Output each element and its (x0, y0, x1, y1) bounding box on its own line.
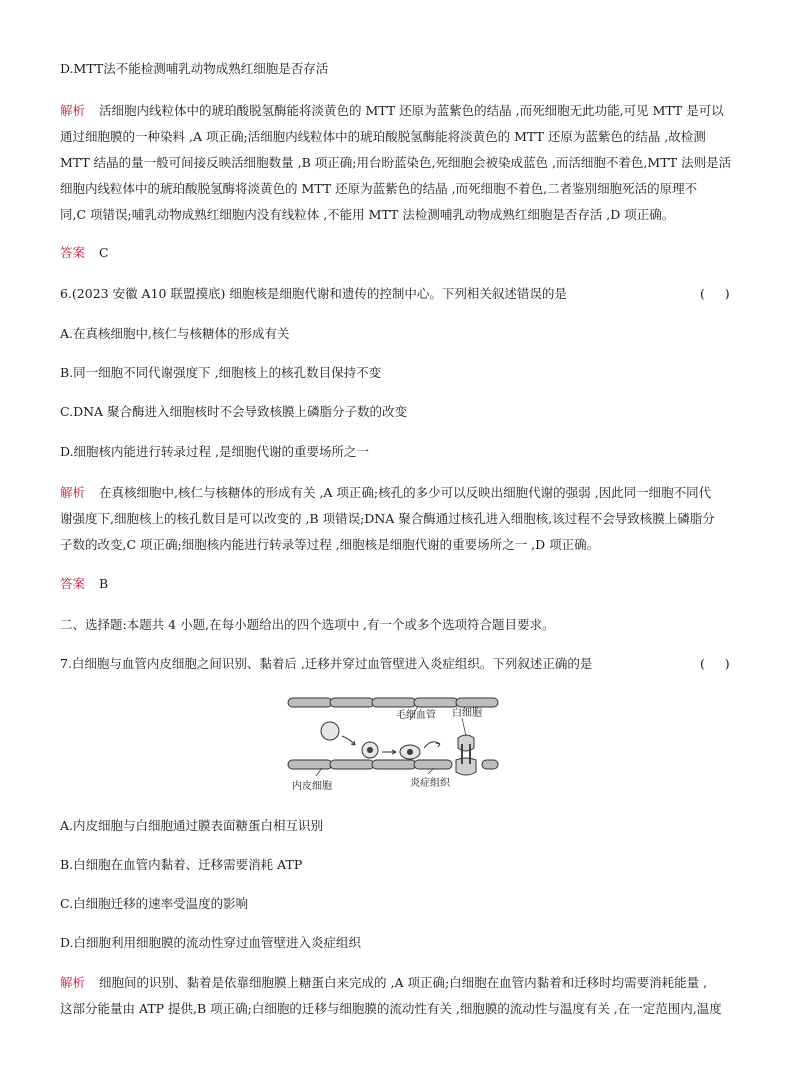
q7-option-d: D.白细胞利用细胞膜的流动性穿过血管壁进入炎症组织 (60, 935, 362, 950)
q6-answer-bracket: ( ) (700, 286, 730, 301)
q5-analysis-line-1: 解析 活细胞内线粒体中的琥珀酸脱氢酶能将淡黄色的 MTT 还原为蓝紫色的结晶 ,而死细胞无此功能,可见 MTT 是可以 (60, 103, 724, 118)
answer-tag: 答案 (60, 245, 86, 260)
q6-analysis-line-2: 谢强度下,细胞核上的核孔数目是可以改变的 ,B 项错误;DNA 聚合酶通过核孔进入细胞核,该过程不会导致核膜上磷脂分 (60, 511, 715, 526)
q7-answer-bracket: ( ) (700, 656, 730, 671)
q5-analysis-line-4: 细胞内线粒体中的琥珀酸脱氢酶将淡黄色的 MTT 还原为蓝紫色的结晶 ,而死细胞不着色,二者鉴别细胞死活的原理不 (60, 181, 698, 196)
q5-analysis-line-3: MTT 结晶的量一般可间接反映活细胞数量 ,B 项正确;用台盼蓝染色,死细胞会被染成蓝色 ,而活细胞不着色,MTT 法则是活 (60, 155, 732, 170)
analysis-tag: 解析 (60, 103, 86, 118)
q5-analysis-line-2: 通过细胞膜的一种染料 ,A 项正确;活细胞内线粒体中的琥珀酸脱氢酶能将淡黄色的 MTT 还原为蓝紫色的结晶 ,故检测 (60, 129, 706, 144)
label-capillary: 毛细血管 (396, 710, 436, 721)
analysis-tag: 解析 (60, 975, 86, 990)
q5-option-d: D.MTT法不能检测哺乳动物成熟红细胞是否存活 (60, 61, 329, 76)
migration-arrows (342, 736, 440, 754)
q6-option-b: B.同一细胞不同代谢强度下 ,细胞核上的核孔数目保持不变 (60, 365, 382, 380)
analysis-tag: 解析 (60, 485, 86, 500)
q5-analysis-line-5: 同,C 项错误;哺乳动物成熟红细胞内没有线粒体 ,不能用 MTT 法检测哺乳动物成熟红细胞是否存活 ,D 项正确。 (60, 207, 675, 222)
q7-analysis-line-2: 这部分能量由 ATP 提供,B 项正确;白细胞的迁移与细胞膜的流动性有关 ,细胞膜的流动性与温度有关 ,在一定范围内,温度 (60, 1001, 722, 1016)
wbc-migration-figure (286, 688, 500, 794)
q5-answer (60, 245, 109, 261)
capillary-upper-wall (288, 698, 498, 707)
q7-option-b: B.白细胞在血管内黏着、迁移需要消耗 ATP (60, 857, 303, 872)
answer-tag: 答案 (60, 576, 86, 591)
q6-option-d: D.细胞核内能进行转录过程 ,是细胞代谢的重要场所之一 (60, 444, 369, 459)
q6-stem: 6.(2023 安徽 A10 联盟摸底) 细胞核是细胞代谢和遗传的控制中心。下列相关叙述错误的是 (60, 286, 567, 301)
label-inflamed-tissue: 炎症组织 (410, 778, 450, 789)
label-endothelial: 内皮细胞 (292, 781, 332, 792)
q7-option-a: A.内皮细胞与白细胞通过膜表面糖蛋白相互识别 (60, 818, 324, 833)
q6-analysis-line-1: 解析 在真核细胞中,核仁与核糖体的形成有关 ,A 项正确;核孔的多少可以反映出细胞代谢的强弱 ,因此同一细胞不同代 (60, 485, 712, 500)
q7-stem: 7.白细胞与血管内皮细胞之间识别、黏着后 ,迁移并穿过血管壁进入炎症组织。下列叙述正确的是 (60, 656, 593, 671)
label-wbc: 白细胞 (452, 708, 482, 719)
q6-option-c: C.DNA 聚合酶进入细胞核时不会导致核膜上磷脂分子数的改变 (60, 404, 408, 419)
section-heading: 二、选择题:本题共 4 小题,在每小题给出的四个选项中 ,有一个或多个选项符合题目要求。 (60, 617, 555, 632)
q6-answer (60, 576, 108, 592)
q6-analysis-line-3: 子数的改变,C 项正确;细胞核内能进行转录等过程 ,细胞核是细胞代谢的重要场所之一 ,D 项正确。 (60, 537, 600, 552)
q7-option-c: C.白细胞迁移的速率受温度的影响 (60, 896, 249, 911)
answer-value: B (99, 576, 109, 591)
q7-analysis-line-1: 解析 细胞间的识别、黏着是依靠细胞膜上糖蛋白来完成的 ,A 项正确;白细胞在血管内黏着和迁移时均需要消耗能量 , (60, 975, 708, 990)
answer-value: C (99, 245, 109, 260)
q6-option-a: A.在真核细胞中,核仁与核糖体的形成有关 (60, 326, 290, 341)
